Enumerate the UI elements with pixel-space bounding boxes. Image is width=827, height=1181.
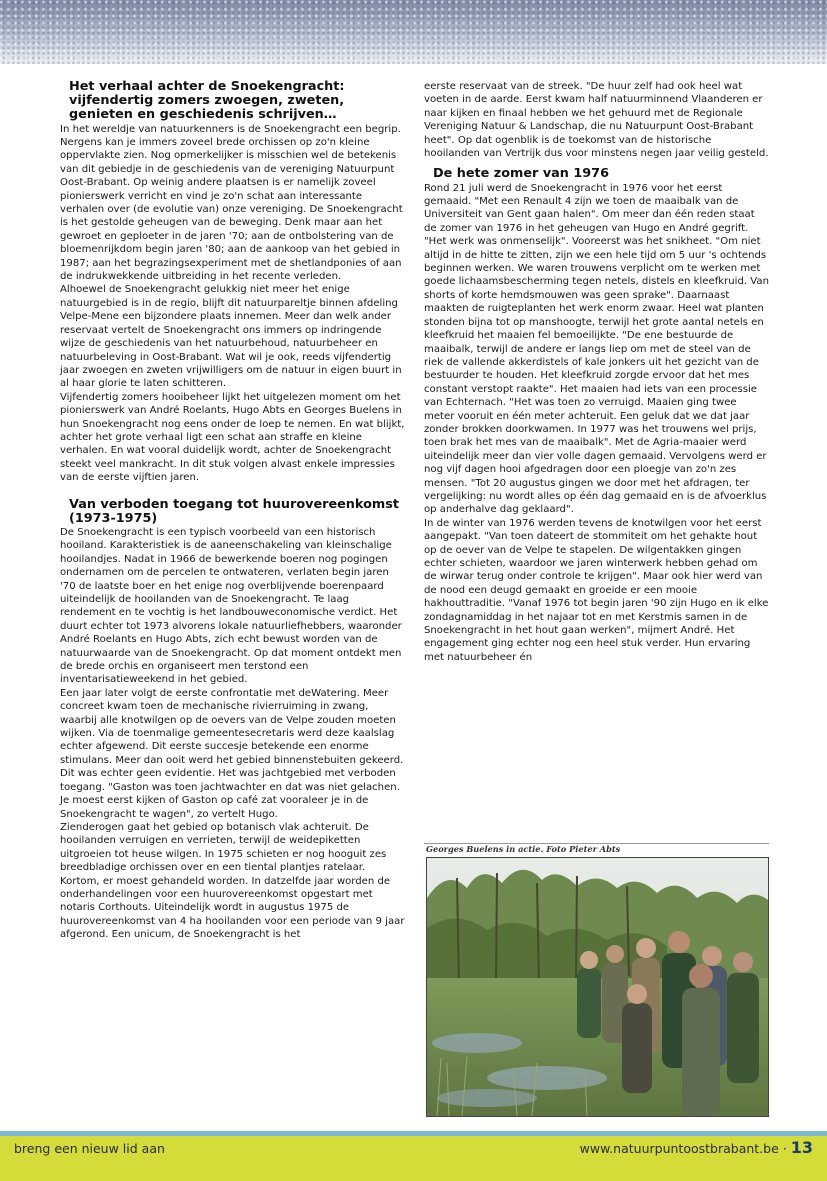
footer-right: [580, 1138, 813, 1157]
photo-people-in-wet-meadow: [426, 857, 769, 1117]
paragraph: Alhoewel de Snoekengracht gelukkig niet meer het enige natuurgebied is in de regio, blijft dit natuurpareltje binnen afdeling Velpe-Mene een bijzondere plaats innemen. Meer dan welk ander reservaat vertelt de Snoekengracht ons immers op indringende wijze de geschiedenis van het natuurbehoud, natuurbeheer en natuurbeleving in Oost-Brabant. Wat wil je ook, reeds vijfendertig jaar zwoegen en zweten vrijwilligers om de natuur in eigen buurt in al haar glorie te laten schitteren.: [60, 284, 402, 390]
paragraph: In de winter van 1976 werden tevens de knotwilgen voor het eerst aangepakt. "Van toen dateert de stommiteit om het gehakte hout op de oever van de Velpe te stapelen. De wilgentakken gingen echter schieten, waardoor we jaren winterwerk hebben gehad om de wirwar terug onder controle te krijgen". Maar ook hier werd van de nood een deugd gemaakt en groeide er een mooie hakhouttraditie. "Vanaf 1976 tot begin jaren '90 zijn Hugo en ik elke zondagnamiddag in het najaar tot en met Kerstmis samen in de Snoekengracht in het hout gaan werken", mijmert André. Het engagement ging echter nog een heel stuk verder. Hun ervaring met natuurbeheer én: [424, 517, 769, 663]
paragraph: Rond 21 juli werd de Snoekengracht in 1976 voor het eerst gemaaid. "Met een Renault 4 zijn we toen de maaibalk van de Universiteit van Gent gaan halen". Om meer dan één reden staat de zomer van 1976 in het geheugen van Hugo en André gegrift. "Het werk was onmenselijk". Vooreerst was het snikheet. "Om niet altijd in de hitte te zitten, zijn we een hele tijd om 5 uur 's ochtends beginnen werken. We waren trouwens verplicht om te werken met goede lichaamsbescherming tegen netels, distels en kleefkruid. Van shorts of korte hemdsmouwen was geen sprake". Daarnaast maakten de ruigteplanten het werk enorm zwaar. Heel wat planten stonden bijna tot op manshoogte, terwijl het grote aantal netels en kleefkruid het maaien fel bemoeilijkte. "De ene bestuurde de maaibalk, terwijl de andere er langs liep om met de steel van de riek de vallende akkerdistels of kale jonkers uit het gezicht van de bestuurder te houden. Het kleefkruid zorgde ervoor dat het mes constant verstopt raakte". Het maaien had iets van een processie van Echternach. "Het was toen zo verruigd. Maaien ging twee meter vooruit en één meter achteruit. Een geluk dat we dat jaar zonder brokken doorkwamen. In 1977 was het trouwens wel prijs, toen brak het mes van de maaibalk". Met de Agria-maaier werd uiteindelijk meer dan vier volle dagen gemaaid. Vervolgens werd er nog vijf dagen hooi afgedragen door een ploegje van zo'n zes mensen. "Tot 20 augustus gingen we door met het afdragen, ter vergelijking: nu wordt alles op één dag gemaaid en is de afvoerklus op anderhalve dag geklaard".: [424, 182, 770, 516]
paragraph: De Snoekengracht is een typisch voorbeeld van een historisch hooiland. Karakteristiek is de aaneenschakeling van kleinschalige hooilandjes. Nadat in 1966 de bewerkende boeren nog pogingen ondernamen om de percelen te ontwateren, verlaten begin jaren '70 de laatste boer en het enige nog overblijvende boerenpaard uiteindelijk de hooilanden van de Snoekengracht. Te laag rendement en te vochtig is het landbouweconomische verdict. Het duurt echter tot 1973 alvorens lokale natuurliefhebbers, waaronder André Roelants en Hugo Abts, zich echt bewust worden van de natuurwaarde van de Snoekengracht. Op dat moment ontdekt men de brede orchis en organiseert men terstond een inventarisatieweekend in het gebied.: [60, 526, 402, 686]
footer-website-link[interactable]: www.natuurpuntoostbrabant.be: [579, 1141, 779, 1156]
page-number: 13: [790, 1138, 813, 1157]
paragraph: Een jaar later volgt de eerste confrontatie met deWatering. Meer concreet kwam toen de mechanische rivierruiming in zwang, waarbij alle knotwilgen op de oevers van de Velpe zouden moeten wijken. Via de toenmalige gemeentesecretaris werd deze kaalslag echter afgewend. Dit eerste succesje betekende een enorme stimulans. Meer dan ooit werd het gebied binnenstebuiten gekeerd. Dit was echter geen evidentie. Het was jachtgebied met verboden toegang. "Gaston was toen jachtwachter en dat was niet gelachen. Je moest eerst kijken of Gaston op café zat vooraleer je in de Snoekengracht te wagen", zo vertelt Hugo.: [60, 687, 404, 820]
footer-slogan: breng een nieuw lid aan: [14, 1141, 165, 1156]
section-heading: De hete zomer van 1976: [433, 166, 609, 182]
section-heading: Van verboden toegang tot huurovereenkomst (1973-1975): [69, 496, 399, 526]
photo-caption: Georges Buelens in actie. Foto Pieter Abts: [426, 844, 621, 854]
header-texture-band: [0, 0, 827, 64]
article-heading: Het verhaal achter de Snoekengracht: vijfendertig zomers zwoegen, zweten, genieten en geschiedenis schrijven…: [69, 79, 345, 123]
paragraph: eerste reservaat van de streek. "De huur zelf had ook heel wat voeten in de aarde. Eerst kwam half natuurminnend Vlaanderen er naar kijken en finaal hebben we het gehuurd met de Regionale Vereniging Natuur & Landschap, die nu Natuurpunt Oost-Brabant heet". Op dat ogenblik is de toekomst van de historische hooilanden van Vertrijk dus voor minstens negen jaar veilig gesteld.: [424, 81, 769, 160]
paragraph: Vijfendertig zomers hooibeheer lijkt het uitgelezen moment om het pionierswerk van André Roelants, Hugo Abts en Georges Buelens in hun Snoekengracht nog eens onder de loep te nemen. En wat blijkt, achter het grote verhaal ligt een schat aan straffe en kleine verhalen. En wat vooral duidelijk wordt, achter de Snoekengracht steekt veel mankracht. In dit stuk volgen alvast enkele impressies van de eerste vijftien jaren.: [60, 391, 405, 484]
paragraph: In het wereldje van natuurkenners is de Snoekengracht een begrip. Nergens kan je immers zoveel brede orchissen op zo'n kleine oppervlakte zien. Nog opmerkelijker is misschien wel de betekenis van dit gebiedje in de geschiedenis van de vereniging Natuurpunt Oost-Brabant. Op weinig andere plaatsen is er namelijk zoveel pionierswerk verricht en vind je zo'n schat aan interessante verhalen over (de evolutie van) onze vereniging. De Snoekengracht is het gestolde geheugen van de beweging. Denk maar aan het gewroet en geploeter in de jaren '70; aan de ontbolstering van de bloemenrijkdom begin jaren '80; aan de aankoop van het gebied in 1987; aan het begrazingsexperiment met de shetlandponies of aan de indrukwekkende uitbreiding in het recente verleden.: [60, 123, 403, 283]
paragraph: Zienderogen gaat het gebied op botanisch vlak achteruit. De hooilanden verruigen en verrieten, terwijl de weidepiketten uitgroeien tot heuse wilgen. In 1975 schieten er nog hooguit zes breedbladige orchissen over en een tiental plantjes ratelaar. Kortom, er moest gehandeld worden. In datzelfde jaar worden de onderhandelingen voor een huurovereenkomst opgestart met notaris Corthouts. Uiteindelijk wordt in augustus 1975 de huurovereenkomst van 4 ha hooilanden voor een periode van 9 jaar afgerond. Een unicum, de Snoekengracht is het: [60, 821, 405, 941]
right-column: [424, 80, 769, 664]
photo-figure: [424, 843, 769, 1118]
left-column: [60, 80, 405, 942]
footer-separator: ·: [782, 1141, 787, 1156]
